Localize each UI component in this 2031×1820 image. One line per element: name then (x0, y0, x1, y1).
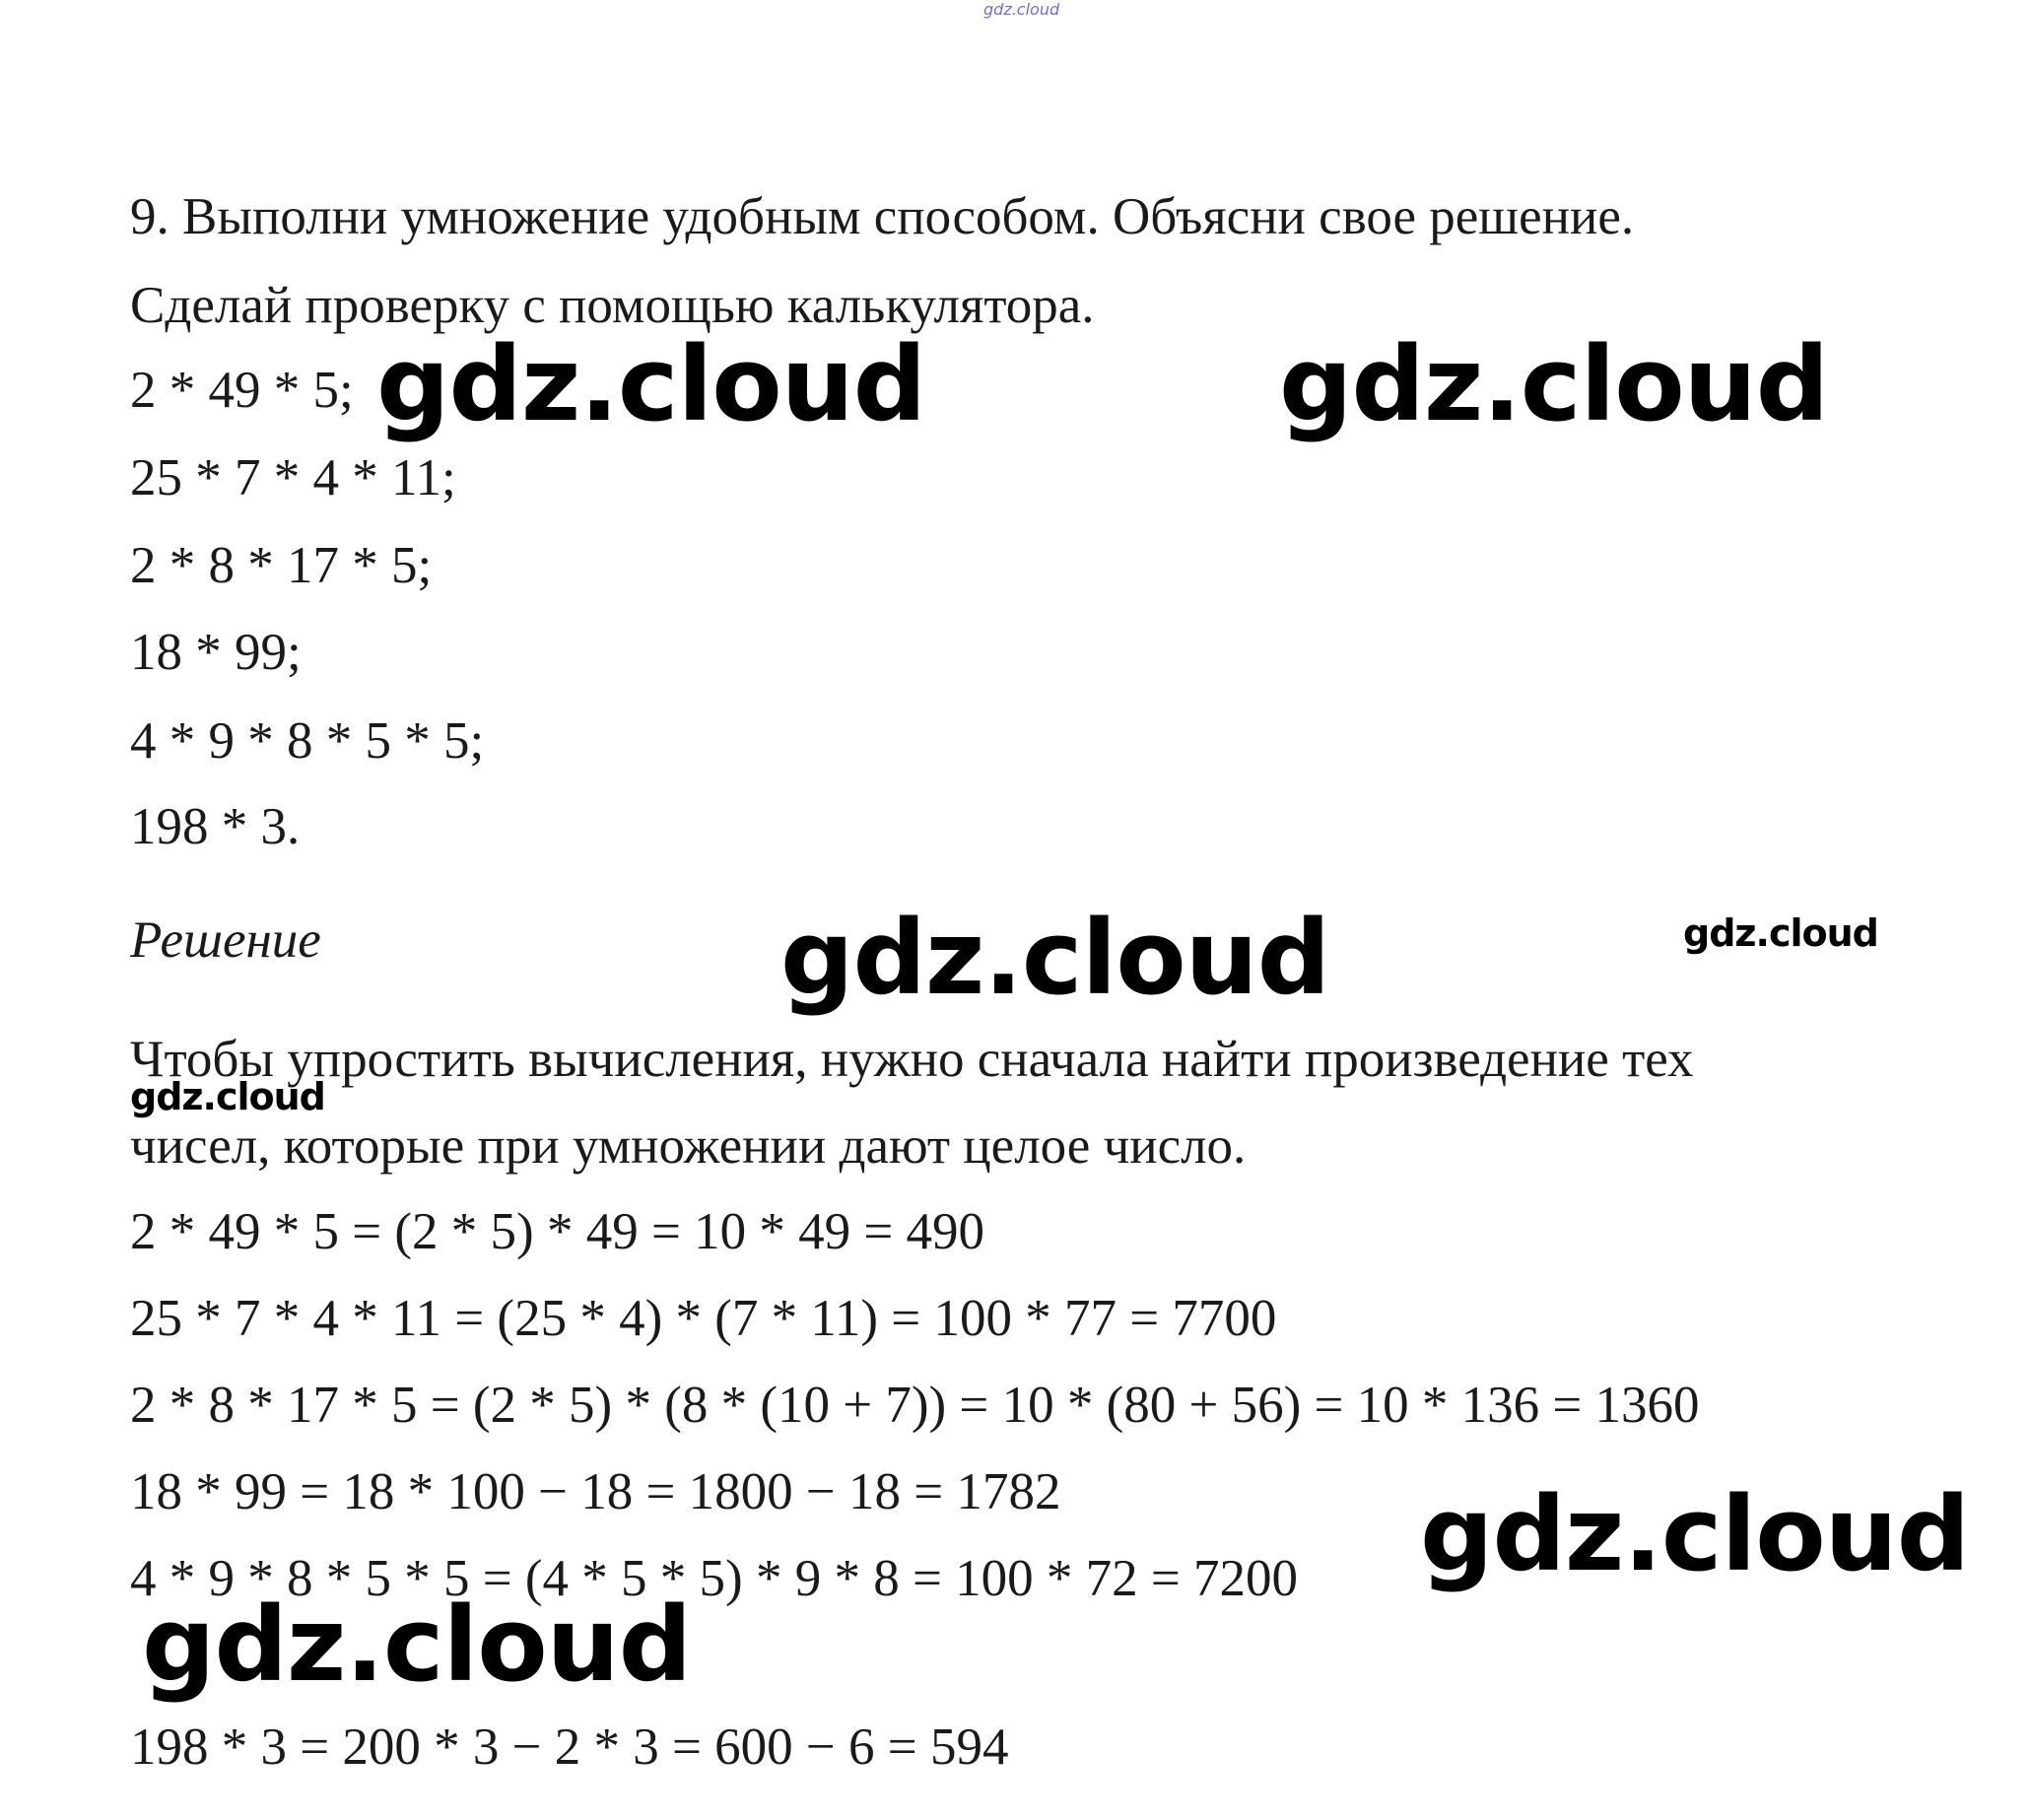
problem-instruction: Сделай проверку с помощью калькулятора. (130, 277, 1095, 334)
watermark: gdz.cloud (376, 324, 926, 444)
problem-expression: 4 * 9 * 8 * 5 * 5; (130, 712, 485, 770)
watermark: gdz.cloud (130, 1075, 325, 1118)
problem-expression: 2 * 49 * 5; (130, 362, 354, 419)
solution-intro-line2: чисел, которые при умножении дают целое число. (130, 1117, 1247, 1175)
watermark-top: gdz.cloud (983, 0, 1060, 19)
solution-step: 198 * 3 = 200 * 3 − 2 * 3 = 600 − 6 = 594 (130, 1719, 1009, 1776)
watermark: gdz.cloud (1683, 911, 1878, 955)
watermark: gdz.cloud (1420, 1474, 1970, 1594)
watermark: gdz.cloud (1279, 324, 1829, 444)
solution-heading: Решение (130, 911, 321, 969)
problem-expression: 198 * 3. (130, 798, 301, 855)
problem-expression: 25 * 7 * 4 * 11; (130, 449, 456, 506)
problem-title: 9. Выполни умножение удобным способом. Объясни свое решение. (130, 188, 1635, 245)
solution-step: 25 * 7 * 4 * 11 = (25 * 4) * (7 * 11) = 100 * 77 = 7700 (130, 1290, 1277, 1347)
problem-expression: 18 * 99; (130, 624, 302, 681)
solution-step: 2 * 8 * 17 * 5 = (2 * 5) * (8 * (10 + 7)) = 10 * (80 + 56) = 10 * 136 = 1360 (130, 1377, 1700, 1434)
problem-expression: 2 * 8 * 17 * 5; (130, 537, 433, 594)
solution-intro-line1: Чтобы упростить вычисления, нужно сначала найти произведение тех (130, 1031, 1694, 1088)
solution-step: 2 * 49 * 5 = (2 * 5) * 49 = 10 * 49 = 490 (130, 1203, 984, 1260)
watermark: gdz.cloud (780, 898, 1330, 1018)
solution-step: 18 * 99 = 18 * 100 − 18 = 1800 − 18 = 1782 (130, 1463, 1061, 1520)
solution-step: 4 * 9 * 8 * 5 * 5 = (4 * 5 * 5) * 9 * 8 = 100 * 72 = 7200 (130, 1550, 1298, 1607)
watermark: gdz.cloud (142, 1584, 692, 1705)
